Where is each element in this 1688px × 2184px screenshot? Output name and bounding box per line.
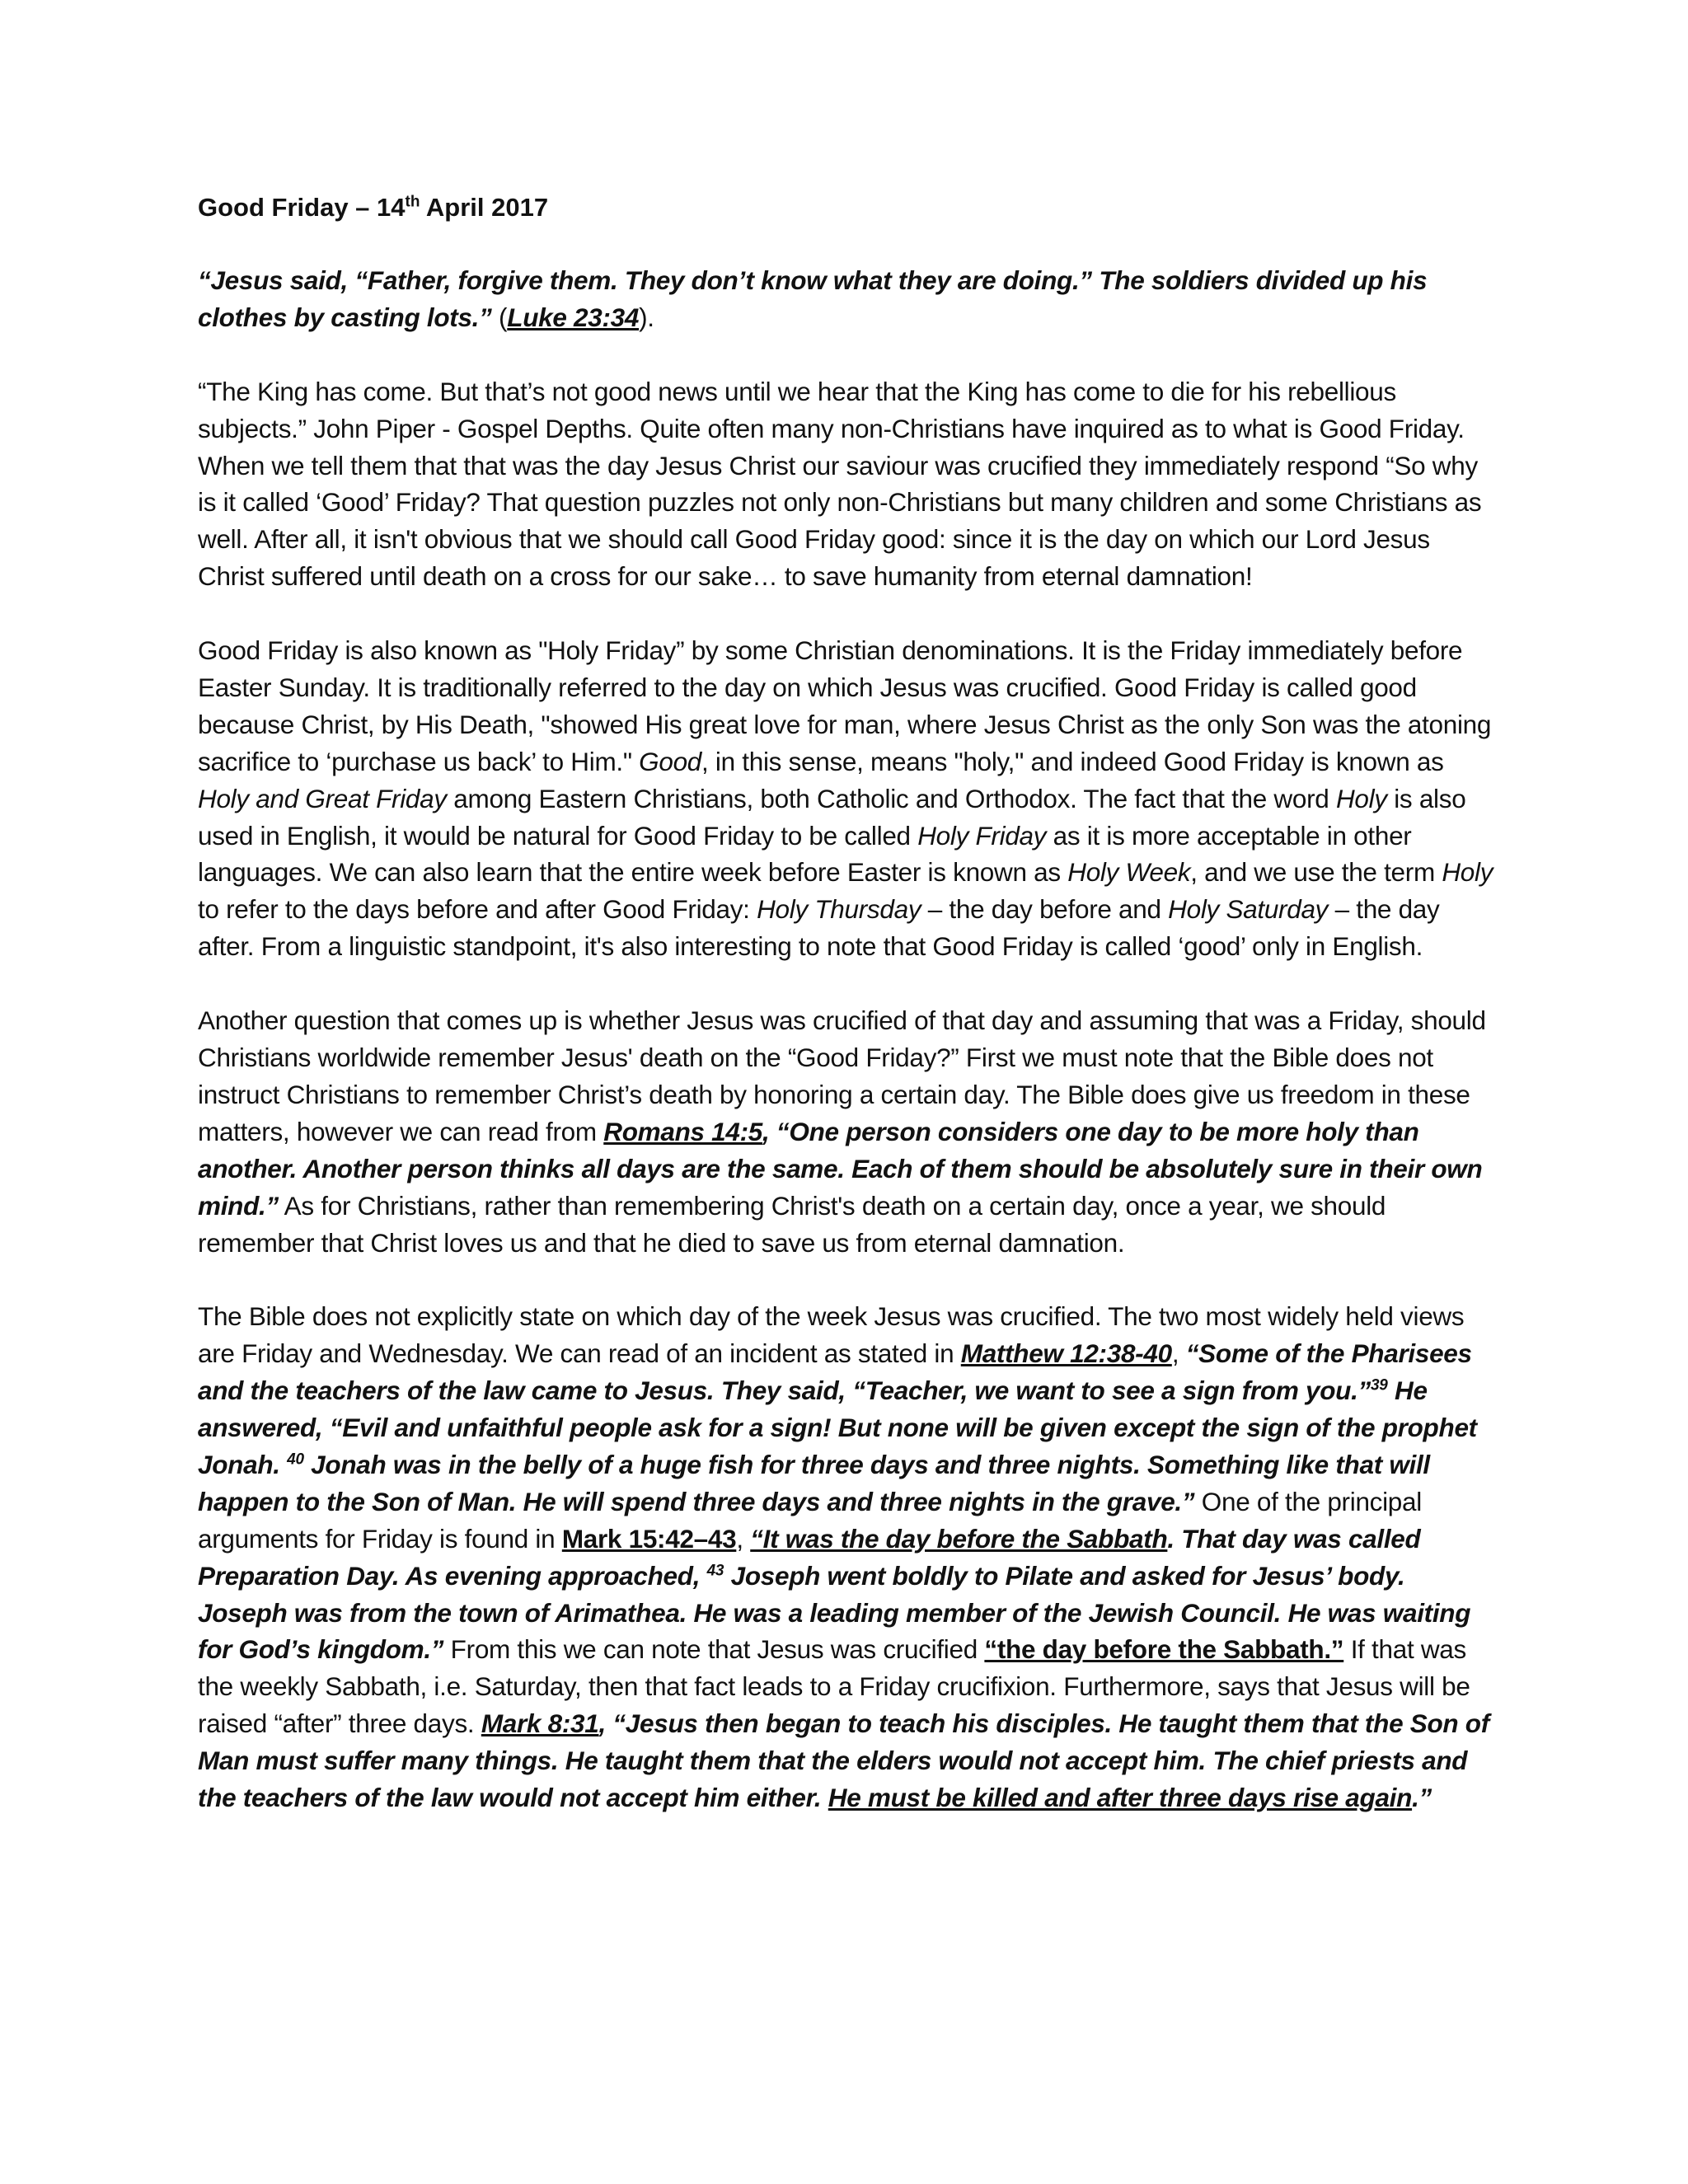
- italic-term: Holy Friday: [917, 820, 1047, 851]
- italic-term: Good: [639, 746, 702, 776]
- scripture-reference-mark-15: Mark 15:42–43: [561, 1523, 737, 1554]
- text-run: ,: [1171, 1338, 1186, 1369]
- text-run: to refer to the days before and after Good Friday:: [198, 894, 757, 925]
- text-run: , and we use the term: [1190, 857, 1442, 888]
- text-run: is also used in English, it would be natural for Good Friday to be called: [198, 783, 1466, 851]
- paragraph-holy-friday: [198, 632, 1500, 965]
- italic-term: Holy Week: [1067, 857, 1191, 888]
- paragraph-introduction: “The King has come. But that’s not good news until we hear that the King has come to die for his rebellious subjects.” John Piper - Gospel Depths. Quite often many non-Christians have inquired as to what is Good Friday. When we tell them that that was the day Jesus Christ our saviour was crucified they immediately respond “So why is it called ‘Good’ Friday? That question puzzles not only non-Christians but many children and some Christians as well. After all, it isn't obvious that we should call Good Friday good: since it is the day on which our Lord Jesus Christ suffered until death on a cross for our sake… to save humanity from eternal damnation!: [198, 376, 1482, 592]
- text-run: ,: [736, 1523, 751, 1554]
- italic-term: Holy: [1335, 783, 1387, 813]
- page-title: [198, 190, 1500, 226]
- paren-open: (: [491, 302, 508, 332]
- text-run: as it is more acceptable in other languages. We can also learn that the entire week before Easter is known as: [198, 820, 1412, 888]
- scripture-quote-mark-8-underlined: He must be killed and after three days rise again: [828, 1783, 1413, 1813]
- text-run: among Eastern Christians, both Catholic and Orthodox. The fact that the word: [446, 783, 1336, 813]
- paragraph-remembering-the-day: [198, 1002, 1500, 1261]
- text-run: The Bible does not explicitly state on which day of the week Jesus was crucified. The two most widely held views are Friday and Wednesday. We can read of an incident as stated in: [198, 1301, 1465, 1369]
- italic-term: Holy: [1442, 857, 1493, 888]
- scripture-quote-matthew: He answered, “Evil and unfaithful people ask for a sign! But none will be given except the sign of the prophet Jonah.: [198, 1376, 1477, 1479]
- title-superscript: th: [405, 193, 420, 211]
- scripture-reference-luke: Luke 23:34: [507, 302, 640, 332]
- italic-term: Holy and Great Friday: [198, 783, 447, 813]
- text-run: From this we can note that Jesus was crucified: [443, 1634, 985, 1665]
- text-run: , in this sense, means "holy," and indeed Good Friday is known as: [701, 746, 1444, 776]
- emphasis-day-before-sabbath: “the day before the Sabbath.”: [984, 1634, 1344, 1665]
- scripture-quote-romans: , “One person considers one day to be more holy than another. Another person thinks all days are the same. Each of them should be absolutely sure in their own mind.”: [198, 1116, 1483, 1221]
- title-text: Good Friday – 14: [198, 193, 406, 222]
- italic-term: Holy Thursday: [757, 894, 921, 925]
- verse-number-43: 43: [706, 1562, 724, 1580]
- text-run: Good Friday is also known as "Holy Friday” by some Christian denominations. It is the Friday immediately before Easter Sunday. It is traditionally referred to the day on which Jesus was crucified. Good Friday is called good because Christ, by His Death, "showed His great love for man, where Jesus Christ as the only Son was the atoning sacrifice to ‘purchase us back’ to Him.": [198, 635, 1492, 776]
- verse-number-40: 40: [287, 1451, 304, 1469]
- paren-close: ).: [639, 302, 654, 332]
- text-run: One of the principal arguments for Friday is found in: [198, 1486, 1422, 1554]
- scripture-quote-mark-15: Joseph went boldly to Pilate and asked for Jesus’ body. Joseph was from the town of Arimathea. He was a leading member of the Jewish Council. He was waiting for God’s kingdom.”: [198, 1560, 1471, 1665]
- text-run: ,: [598, 1708, 606, 1739]
- title-date: April 2017: [420, 193, 549, 222]
- scripture-quote-mark-15-underlined: “It was the day before the Sabbath: [750, 1523, 1168, 1554]
- scripture-quote-mark-8: “Jesus then began to teach his disciples. He taught them that the Son of Man must suffer many things. He taught them that the elders would not accept him. The chief priests and the teachers of the law would not accept him either.: [198, 1708, 1489, 1813]
- text-run: – the day before and: [921, 894, 1169, 925]
- italic-term: Holy Saturday: [1168, 894, 1329, 925]
- scripture-reference-mark-8: Mark 8:31: [481, 1708, 599, 1739]
- document-page: [198, 190, 1500, 1854]
- scripture-reference-matthew: Matthew 12:38-40: [960, 1338, 1172, 1369]
- text-run: – the day after. From a linguistic standpoint, it's also interesting to note that Good Friday is called ‘good’ only in English.: [198, 894, 1440, 962]
- scripture-quote-mark-8-end: .”: [1412, 1783, 1432, 1813]
- paragraph-which-day: [198, 1298, 1500, 1816]
- verse-number-39: 39: [1371, 1376, 1388, 1394]
- scripture-reference-romans: Romans 14:5: [603, 1116, 763, 1146]
- paragraph-opening-verse: [198, 262, 1500, 336]
- text-run: Another question that comes up is whether Jesus was crucified of that day and assuming that was a Friday, should Christians worldwide remember Jesus' death on the “Good Friday?” First we must note that the Bible does not instruct Christians to remember Christ’s death by honoring a certain day. The Bible does give us freedom in these matters, however we can read from: [198, 1005, 1486, 1146]
- scripture-quote-matthew: “Some of the Pharisees and the teachers of the law came to Jesus. They said, “Teacher, we want to see a sign from you.”: [198, 1338, 1472, 1406]
- scripture-quote-matthew: Jonah was in the belly of a huge fish for three days and three nights. Something like that will happen to the Son of Man. He will spend three days and three nights in the grave.”: [198, 1449, 1430, 1516]
- scripture-quote-mark-15: . That day was called Preparation Day. As evening approached,: [198, 1523, 1421, 1591]
- opening-quote: “Jesus said, “Father, forgive them. They don’t know what they are doing.” The soldiers divided up his clothes by casting lots.”: [198, 265, 1428, 332]
- text-run: As for Christians, rather than remembering Christ's death on a certain day, once a year, we should remember that Christ loves us and that he died to save us from eternal damnation.: [198, 1190, 1386, 1258]
- text-run: If that was the weekly Sabbath, i.e. Saturday, then that fact leads to a Friday crucifixion. Furthermore, says that Jesus will be raised “after” three days.: [198, 1634, 1470, 1739]
